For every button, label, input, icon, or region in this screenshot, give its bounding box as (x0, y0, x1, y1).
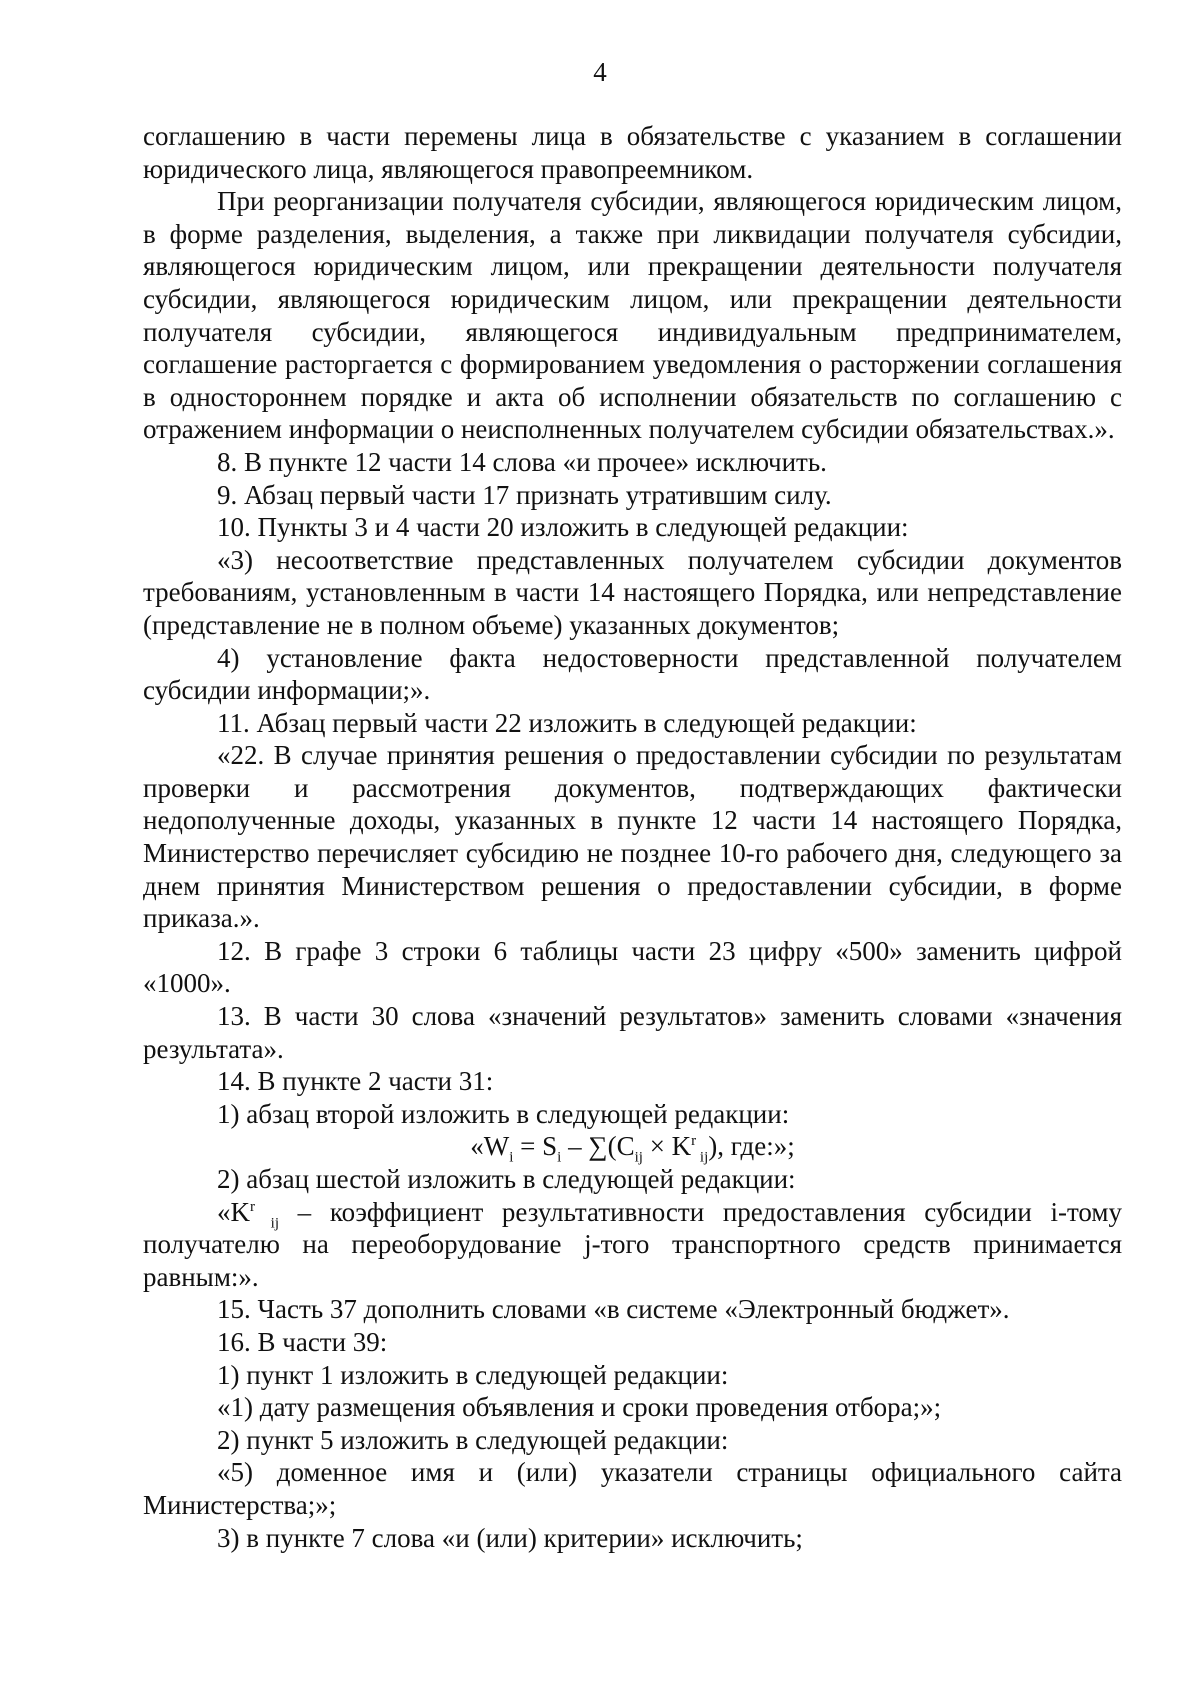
paragraph: 8. В пункте 12 части 14 слова «и прочее» исключить. (217, 446, 827, 477)
k-definition-part: «K (217, 1196, 250, 1227)
k-definition-subscript: ij (255, 1214, 279, 1231)
formula-part: – ∑(C (561, 1131, 635, 1162)
paragraph: При реорганизации получателя субсидии, являющегося юридическим лицом, в форме разделения, выделения, а также при ликвидации получателя субсидии, являющегося юридическим лицом, или прекращении деятельности получателя субсидии, являющегося юридическим лицом, или прекращении деятельности получателя субсидии, являющегося индивидуальным предпринимателем, соглашение расторгается с формированием уведомления о расторжении соглашения в одностороннем порядке и акта об исполнении обязательств по соглашению с отражением информации о неисполненных получателем субсидии обязательствах.». (143, 186, 1122, 445)
paragraph: 16. В части 39: (217, 1326, 388, 1357)
formula-part: = S (513, 1131, 558, 1162)
document-body (143, 120, 1122, 1554)
paragraph: соглашению в части перемены лица в обязательстве с указанием в соглашении юридического лица, являющегося правопреемником. (143, 121, 1122, 184)
formula (143, 1130, 1122, 1166)
paragraph: 15. Часть 37 дополнить словами «в системе «Электронный бюджет». (217, 1294, 1010, 1325)
paragraph: «3) несоответствие представленных получателем субсидии документов требованиям, установленным в части 14 настоящего Порядка, или непредставление (представление не в полном объеме) указанных документов; (143, 544, 1122, 640)
paragraph: «1) дату размещения объявления и сроки проведения отбора;»; (217, 1392, 942, 1423)
paragraph: 2) пункт 5 изложить в следующей редакции: (217, 1424, 729, 1455)
paragraph: 12. В графе 3 строки 6 таблицы части 23 цифру «500» заменить цифрой «1000». (143, 935, 1122, 999)
paragraph: 13. В части 30 слова «значений результатов» заменить словами «значения результата». (143, 1001, 1122, 1064)
formula-subscript: ij (634, 1149, 643, 1166)
paragraph: 10. Пункты 3 и 4 части 20 изложить в следующей редакции: (217, 512, 909, 543)
k-definition-part: – коэффициент результативности предоставления субсидии i-тому получателю на переоборудование j-того транспортного средств принимается равным:». (143, 1196, 1122, 1292)
page-number: 4 (593, 57, 607, 87)
paragraph: «5) доменное имя и (или) указатели страницы официального сайта Министерства;»; (143, 1457, 1122, 1520)
formula-part: × K (642, 1131, 692, 1162)
paragraph: 1) абзац второй изложить в следующей редакции: (217, 1098, 790, 1129)
paragraph: 9. Абзац первый части 17 признать утратившим силу. (217, 479, 832, 510)
k-definition-superscript: r (250, 1198, 255, 1215)
formula-subscript: i (557, 1149, 562, 1166)
paragraph: 4) установление факта недостоверности представленной получателем субсидии информации;». (143, 642, 1122, 706)
paragraph: «22. В случае принятия решения о предоставлении субсидии по результатам проверки и рассмотрения документов, подтверждающих фактически недополученные доходы, указанных в пункте 12 части 14 настоящего Порядка, Министерство перечисляет субсидию не позднее 10-го рабочего дня, следующего за днем принятия Министерством решения о предоставлении субсидии, в форме приказа.». (143, 740, 1122, 934)
paragraph: 11. Абзац первый части 22 изложить в следующей редакции: (217, 707, 917, 738)
paragraph: 2) абзац шестой изложить в следующей редакции: (217, 1164, 796, 1194)
formula-subscript: i (509, 1149, 514, 1166)
formula-part: ), где:»; (708, 1131, 795, 1162)
paragraph: 14. В пункте 2 части 31: (217, 1066, 494, 1097)
k-definition (143, 1196, 1122, 1294)
formula-subscript: ij (696, 1149, 709, 1166)
formula-superscript: r (691, 1133, 697, 1150)
paragraph: 1) пункт 1 изложить в следующей редакции: (217, 1359, 729, 1390)
paragraph: 3) в пункте 7 слова «и (или) критерии» исключить; (217, 1522, 803, 1553)
formula-part: «W (470, 1131, 510, 1162)
